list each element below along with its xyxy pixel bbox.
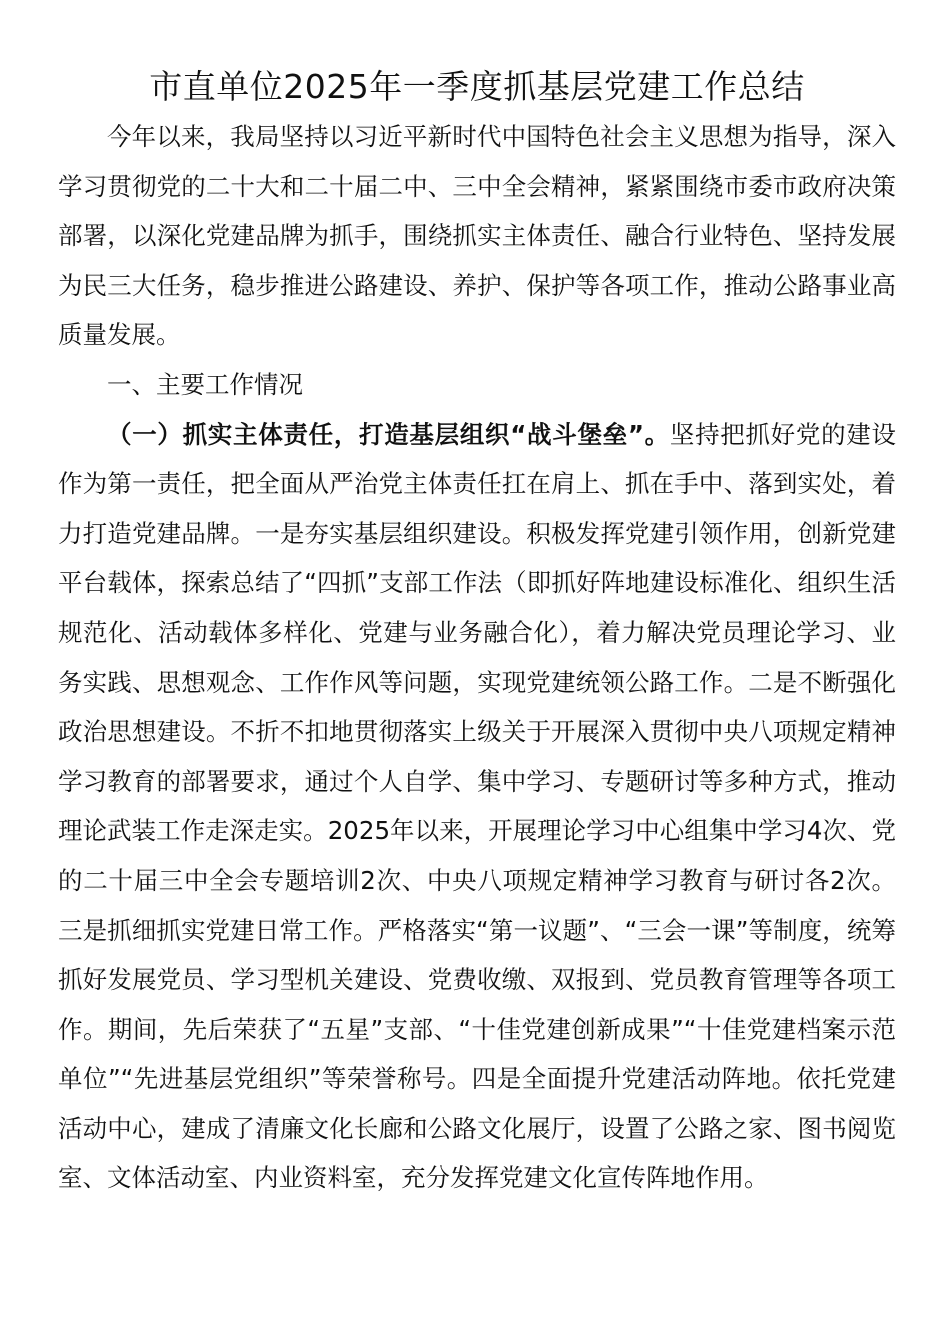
document-page (58, 62, 896, 1203)
subsection-body-text: 坚持把抓好党的建设作为第一责任，把全面从严治党主体责任扛在肩上、抓在手中、落到实处，着力打造党建品牌。一是夯实基层组织建设。积极发挥党建引领作用，创新党建平台载体，探索总结了“四抓”支部工作法（即抓好阵地建设标准化、组织生活规范化、活动载体多样化、党建与业务融合化），着力解决党员理论学习、业务实践、思想观念、工作作风等问题，实现党建统领公路工作。二是不断强化政治思想建设。不折不扣地贯彻落实上级关于开展深入贯彻中央八项规定精神学习教育的部署要求，通过个人自学、集中学习、专题研讨等多种方式，推动理论武装工作走深走实。2025年以来，开展理论学习中心组集中学习4次、党的二十届三中全会专题培训2次、中央八项规定精神学习教育与研讨各2次。三是抓细抓实党建日常工作。严格落实“第一议题”、“三会一课”等制度，统筹抓好发展党员、学习型机关建设、党费收缴、双报到、党员教育管理等各项工作。期间，先后荣获了“五星”支部、“十佳党建创新成果”“十佳党建档案示范单位”“先进基层党组织”等荣誉称号。四是全面提升党建活动阵地。依托党建活动中心，建成了清廉文化长廊和公路文化展厅，设置了公路之家、图书阅览室、文体活动室、内业资料室，充分发挥党建文化宣传阵地作用。 (58, 419, 896, 1193)
subsection-paragraph-1 (58, 410, 896, 1204)
subsection-lead-heading: （一）抓实主体责任，打造基层组织“战斗堡垒”。 (107, 419, 670, 449)
document-title: 市直单位2025年一季度抓基层党建工作总结 (149, 67, 805, 106)
intro-paragraph: 今年以来，我局坚持以习近平新时代中国特色社会主义思想为指导，深入学习贯彻党的二十大和二十届二中、三中全会精神，紧紧围绕市委市政府决策部署，以深化党建品牌为抓手，围绕抓实主体责任、融合行业特色、坚持发展为民三大任务，稳步推进公路建设、养护、保护等各项工作，推动公路事业高质量发展。 (58, 122, 896, 350)
section-heading-main-work: 一、主要工作情况 (107, 369, 303, 399)
